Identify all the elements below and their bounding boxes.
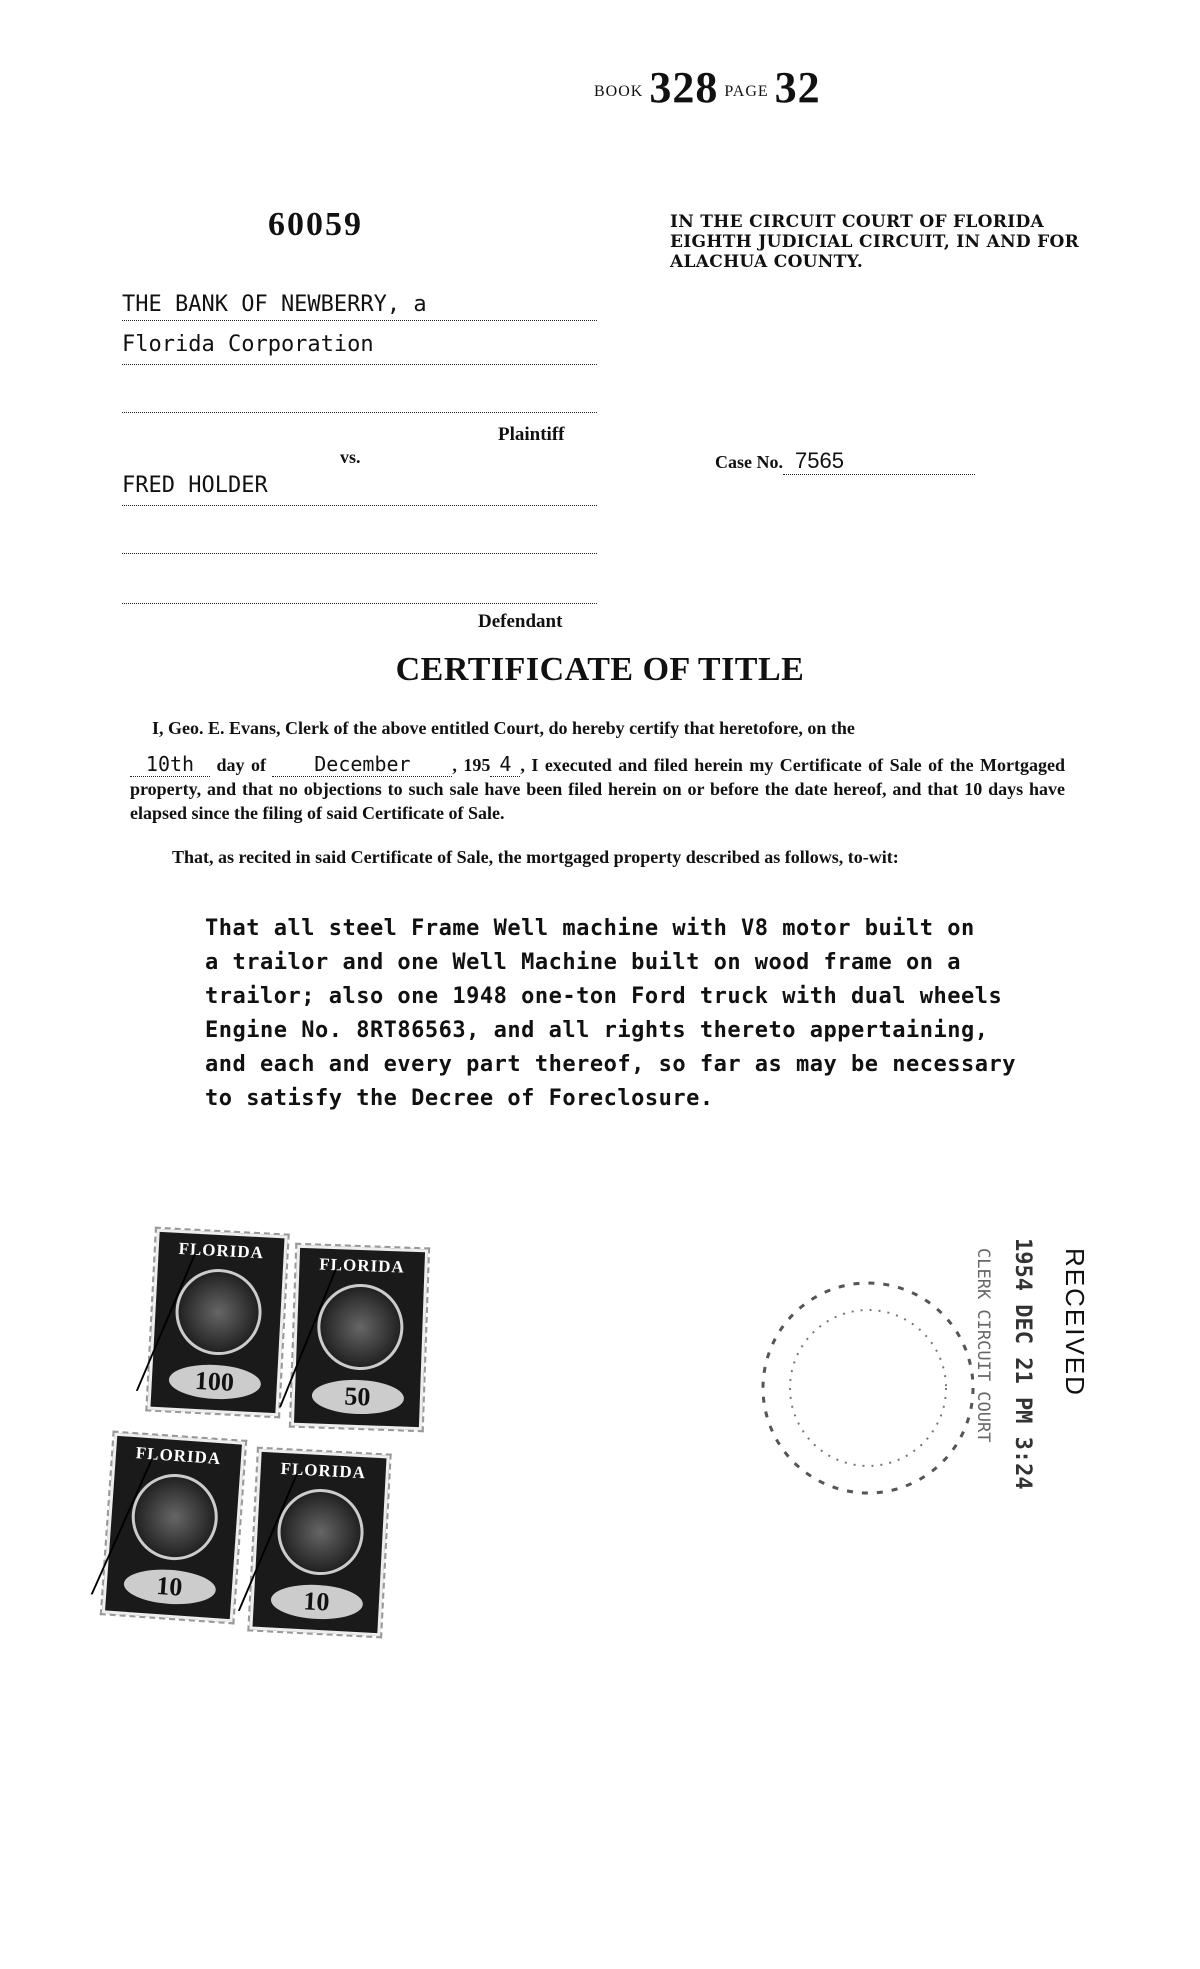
recital-paragraph: That, as recited in said Certificate of Sale, the mortgaged property described as follows, to-wit:: [172, 847, 899, 867]
certification-paragraph: 10th day of December , 195 4 , I executed and filed herein my Certificate of Sale of the Mortgaged property, and that no objections to such sale have been filed herein on or before the date hereof, and that 10 days have elapsed since the filing of said Certificate of Sale.: [130, 752, 1065, 823]
documentary-stamp: [102, 1433, 245, 1623]
defendant-line-1: FRED HOLDER: [122, 473, 268, 498]
certification-day: 10th: [130, 752, 210, 777]
defendant-label: Defendant: [478, 611, 563, 632]
cancellation-mark: [279, 1269, 442, 1411]
plaintiff-line-2: Florida Corporation: [122, 332, 374, 357]
page-number: 32: [774, 63, 821, 112]
page-label: PAGE: [724, 82, 769, 100]
certification-intro: I, Geo. E. Evans, Clerk of the above entitled Court, do hereby certify that heretofore, on the: [152, 718, 855, 738]
book-number: 328: [649, 63, 719, 112]
certification-month: December: [272, 752, 452, 777]
case-number-field: [715, 448, 975, 475]
plaintiff-label: Plaintiff: [498, 424, 565, 445]
received-date: 1954 DEC 21 PM 3:24: [1010, 1238, 1035, 1490]
documentary-stamp: [291, 1245, 428, 1430]
stamp-value: 10: [270, 1583, 364, 1622]
plaintiff-underline-3: [122, 412, 597, 413]
case-number: 7565: [783, 448, 975, 475]
stamp-state: FLORIDA: [178, 1238, 265, 1263]
year-digit: 4: [490, 752, 520, 777]
stamp-state: FLORIDA: [319, 1254, 406, 1277]
document-number: 60059: [268, 206, 363, 243]
defendant-underline-1: [122, 505, 597, 506]
case-label: Case No.: [715, 452, 783, 472]
plaintiff-underline-1: [122, 320, 597, 321]
document-title: CERTIFICATE OF TITLE: [395, 651, 805, 688]
clerk-seal-inner-ring: [790, 1310, 946, 1466]
book-label: BOOK: [594, 82, 644, 100]
defendant-underline-3: [122, 603, 597, 604]
received-stamp: [748, 1228, 1108, 1508]
year-prefix: 195: [463, 755, 491, 775]
cancellation-mark: [91, 1458, 258, 1602]
stamp-state: FLORIDA: [280, 1458, 367, 1483]
versus-label: vs.: [340, 447, 361, 467]
cancellation-mark: [238, 1474, 403, 1617]
court-heading: IN THE CIRCUIT COURT OF FLORIDA EIGHTH JUDICIAL CIRCUIT, IN AND FOR ALACHUA COUNTY.: [670, 212, 1080, 272]
clerk-office: CLERK CIRCUIT COURT: [973, 1248, 993, 1443]
stamp-value: 50: [311, 1378, 404, 1415]
property-description: That all steel Frame Well machine with V8 motor built on a trailor and one Well Machine built on wood frame on a trailor; also one 1948 one-ton Ford truck with dual wheels Engine No. 8RT86563, and all rights thereto appertaining, and each and every part thereof, so far as may be necessary to satisfy the Decree of Foreclosure.: [205, 916, 1016, 1111]
certification-continuation: I executed and filed herein my Certificate of Sale of the Mortgaged property, and that no objections to such sale have been filed herein on or before the date hereof, and that 10 days have elapsed since the filing of said Certificate of Sale.: [130, 755, 1065, 823]
stamp-state: FLORIDA: [135, 1443, 222, 1469]
day-of-label: day of: [216, 755, 266, 775]
plaintiff-underline-2: [122, 364, 597, 365]
documentary-stamp: [147, 1229, 287, 1417]
book-page-reference: [588, 62, 821, 113]
stamp-value: 100: [168, 1363, 262, 1402]
received-label: RECEIVED: [1060, 1248, 1090, 1397]
defendant-underline-2: [122, 553, 597, 554]
stamp-value: 10: [122, 1567, 216, 1607]
cancellation-mark: [136, 1254, 301, 1397]
clerk-seal-icon: [763, 1283, 973, 1493]
documentary-stamp: [249, 1449, 389, 1637]
plaintiff-line-1: THE BANK OF NEWBERRY, a: [122, 292, 427, 317]
